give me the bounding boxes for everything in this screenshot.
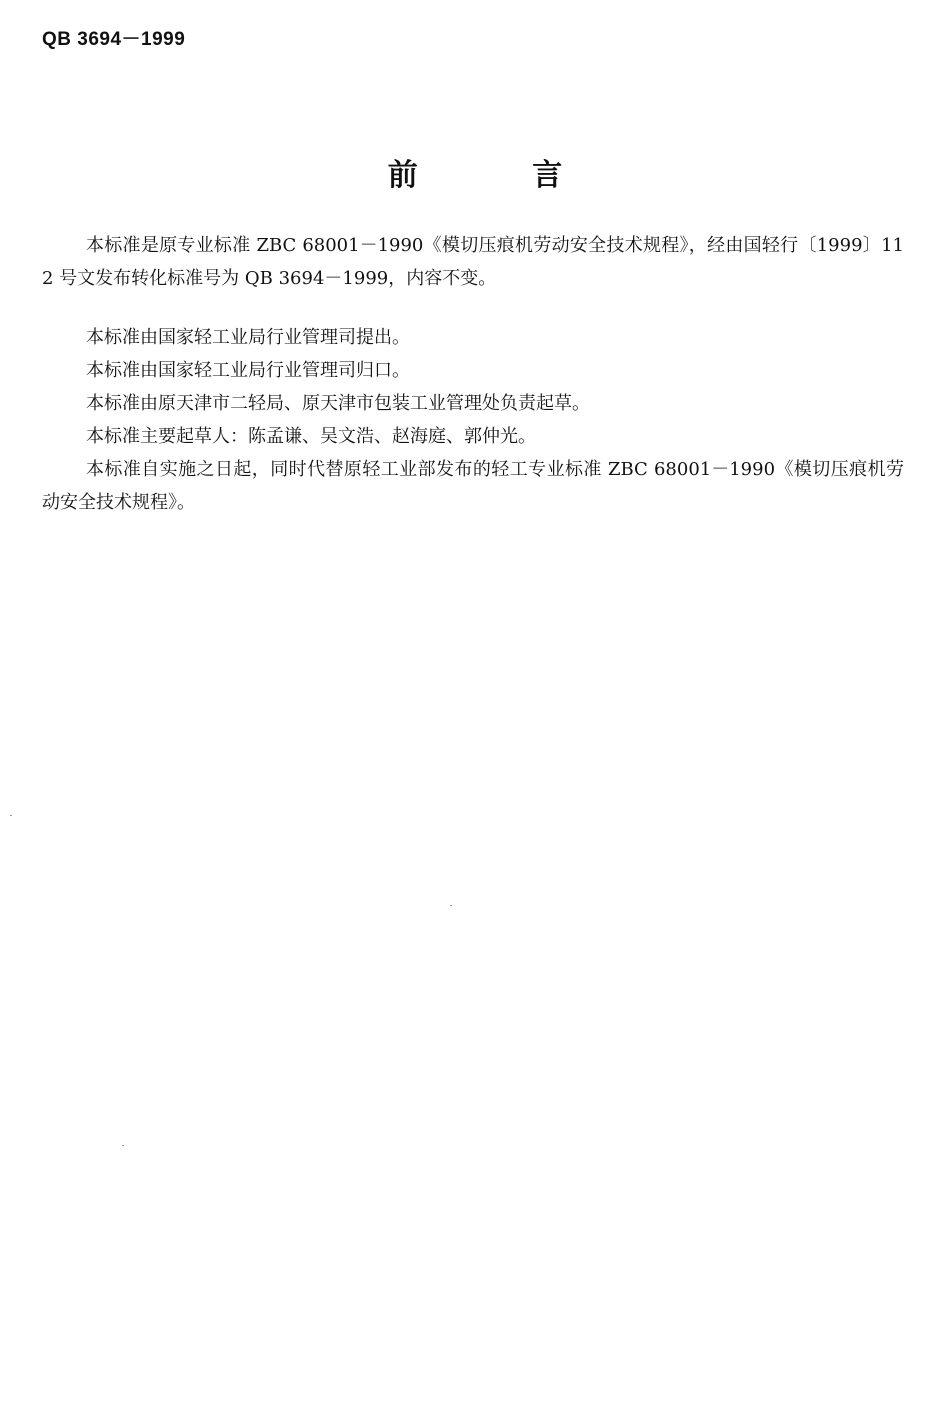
paragraph-proposer: 本标准由国家轻工业局行业管理司提出。 [86,327,410,348]
paragraph-drafting-units: 本标准由原天津市二轻局、原天津市包装工业管理处负责起草。 [86,393,590,414]
paragraph-replacement: 本标准自实施之日起，同时代替原轻工业部发布的轻工专业标准 ZBC 68001－1990《模切压痕机劳动安全技术规程》。 [42,459,904,513]
paragraph-drafters: 本标准主要起草人：陈孟谦、吴文浩、赵海庭、郭仲光。 [86,426,536,447]
scan-speck [122,1145,124,1146]
standard-code: QB 3694－1999 [42,29,186,50]
paragraph-administrator: 本标准由国家轻工业局行业管理司归口。 [86,360,410,381]
scan-speck [10,815,12,816]
paragraph-intro: 本标准是原专业标准 ZBC 68001－1990《模切压痕机劳动安全技术规程》，经由国轻行〔1999〕112 号文发布转化标准号为 QB 3694－1999，内容不变。 [42,235,904,289]
document-body [42,229,904,519]
page-title: 前 言 [387,158,615,193]
scan-speck [450,905,452,906]
